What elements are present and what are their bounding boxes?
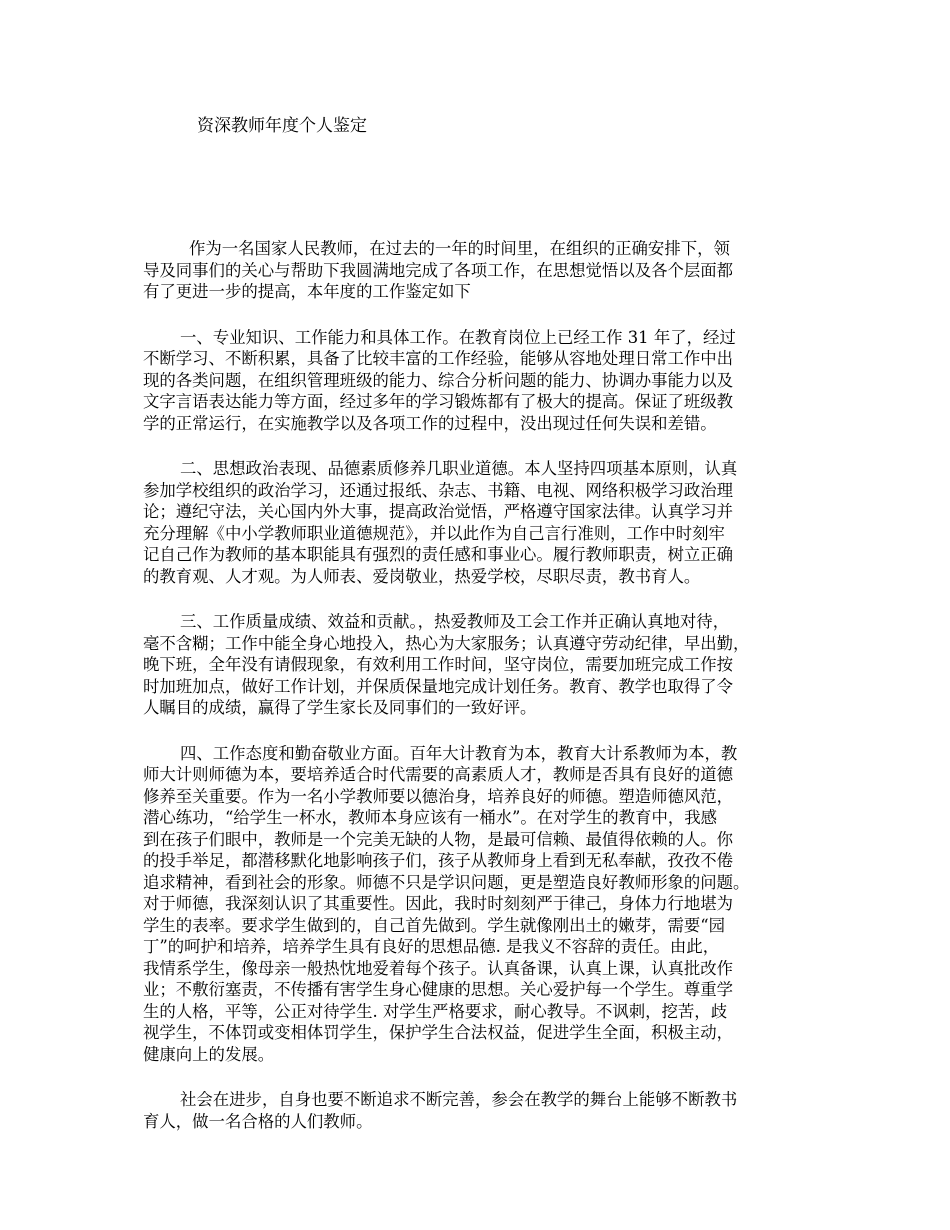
text-line: 社会在进步，自身也要不断追求不断完善，参会在教学的舞台上能够不断教书	[180, 1090, 738, 1109]
text-line: 育人，做一名合格的人们教师。	[143, 1111, 373, 1131]
text-line: 二、思想政治表现、品德素质修养几职业道德。本人坚持四项基本原则，认真	[180, 459, 738, 478]
document-title: 资深教师年度个人鉴定	[197, 116, 367, 136]
paragraph-section-4	[143, 743, 823, 1066]
text-line: 追求精神，看到社会的形象。师德不只是学识问题，更是塑造良好教师形象的问题。	[143, 872, 750, 892]
text-line: 业；不敷衍塞责，不传播有害学生身心健康的思想。关心爱护每一个学生。尊重学	[143, 980, 734, 999]
paragraph-section-3	[143, 611, 823, 719]
paragraph-conclusion	[143, 1089, 823, 1132]
text-line: 学的正常运行，在实施教学以及各项工作的过程中，没出现过任何失误和差错。	[143, 413, 717, 433]
text-line: 到在孩子们眼中，教师是一个完美无缺的人物，是最可信赖、最值得依赖的人。你	[143, 829, 734, 849]
text-line: 作为一名国家人民教师，在过去的一年的时间里，在组织的正确安排下，领	[189, 239, 730, 258]
text-line: 师大计则师德为本，要培养适合时代需要的高素质人才，教师是否具有良好的道德	[143, 765, 734, 784]
text-line: 视学生，不体罚或变相体罚学生，保护学生合法权益，促进学生全面，积极主动，	[143, 1023, 734, 1042]
text-line: 时加班加点，做好工作计划，并保质保量地完成计划任务。教育、教学也取得了令	[143, 676, 734, 696]
text-line: 生的人格，平等，公正对待学生. 对学生严格要求，耐心教导。不讽刺，挖苦，歧	[143, 1001, 728, 1021]
text-line: 学生的表率。要求学生做到的，自己首先做到。学生就像刚出土的嫩芽，需要“园	[143, 915, 726, 935]
text-line: 我情系学生，像母亲一般热忱地爱着每个孩子。认真备课，认真上课，认真批改作	[143, 958, 734, 978]
text-line: 四、工作态度和勤奋敬业方面。百年大计教育为本，教育大计系教师为本，教	[180, 743, 738, 763]
text-line: 不断学习、不断积累，具备了比较丰富的工作经验，能够从容地处理日常工作中出	[143, 349, 734, 368]
text-line: 的教育观、人才观。为人师表、爱岗敬业，热爱学校，尽职尽责，教书育人。	[143, 566, 701, 586]
text-line: 记自己作为教师的基本职能具有强烈的责任感和事业心。履行教师职责，树立正确	[143, 545, 734, 564]
text-line: 的投手举足，都潜移默化地影响孩子们，孩子从教师身上看到无私奉献，孜孜不倦	[143, 851, 734, 870]
text-line: 参加学校组织的政治学习，还通过报纸、杂志、书籍、电视、网络积极学习政治理	[143, 480, 734, 500]
text-line: 健康向上的发展。	[143, 1044, 275, 1064]
paragraph-section-1	[143, 327, 823, 435]
text-line: 毫不含糊；工作中能全身心地投入，热心为大家服务；认真遵守劳动纪律，早出勤，	[143, 633, 750, 653]
text-line: 文字言语表达能力等方面，经过多年的学习锻炼都有了极大的提高。保证了班级教	[143, 392, 734, 411]
text-line: 对于师德，我深刻认识了其重要性。因此，我时时刻刻严于律己，身体力行地堪为	[143, 894, 734, 913]
text-line: 现的各类问题，在组织管理班级的能力、综合分析问题的能力、协调办事能力以及	[143, 370, 734, 390]
text-line: 论；遵纪守法，关心国内外大事，提高政治觉悟，严格遵守国家法律。认真学习并	[143, 502, 734, 521]
text-line: 三、工作质量成绩、效益和贡献。，热爱教师及工会工作并正确认真地对待，	[180, 612, 730, 631]
text-line: 人瞩目的成绩，赢得了学生家长及同事们的一致好评。	[143, 698, 537, 717]
text-line: 充分理解《中小学教师职业道德规范》，并以此作为自己言行准则，工作中时刻牢	[143, 523, 725, 543]
text-line: 潜心练功，“给学生一杯水，教师本身应该有一桶水”。在对学生的教育中，我感	[143, 808, 718, 827]
text-line: 导及同事们的关心与帮助下我圆满地完成了各项工作，在思想觉悟以及各个层面都	[143, 260, 734, 280]
text-line: 晚下班，全年没有请假现象，有效利用工作时间，坚守岗位，需要加班完成工作按	[143, 655, 734, 674]
text-line: 有了更进一步的提高，本年度的工作鉴定如下	[143, 282, 471, 301]
paragraph-intro	[143, 238, 823, 303]
text-line: 一、专业知识、工作能力和具体工作。在教育岗位上已经工作 31 年了，经过	[180, 327, 736, 347]
paragraph-section-2	[143, 458, 823, 587]
text-line: 丁”的呵护和培养，培养学生具有良好的思想品德. 是我义不容辞的责任。由此，	[143, 937, 720, 956]
document-body	[143, 238, 823, 1156]
text-line: 修养至关重要。作为一名小学教师要以德治身，培养良好的师德。塑造师德风范，	[143, 786, 734, 806]
